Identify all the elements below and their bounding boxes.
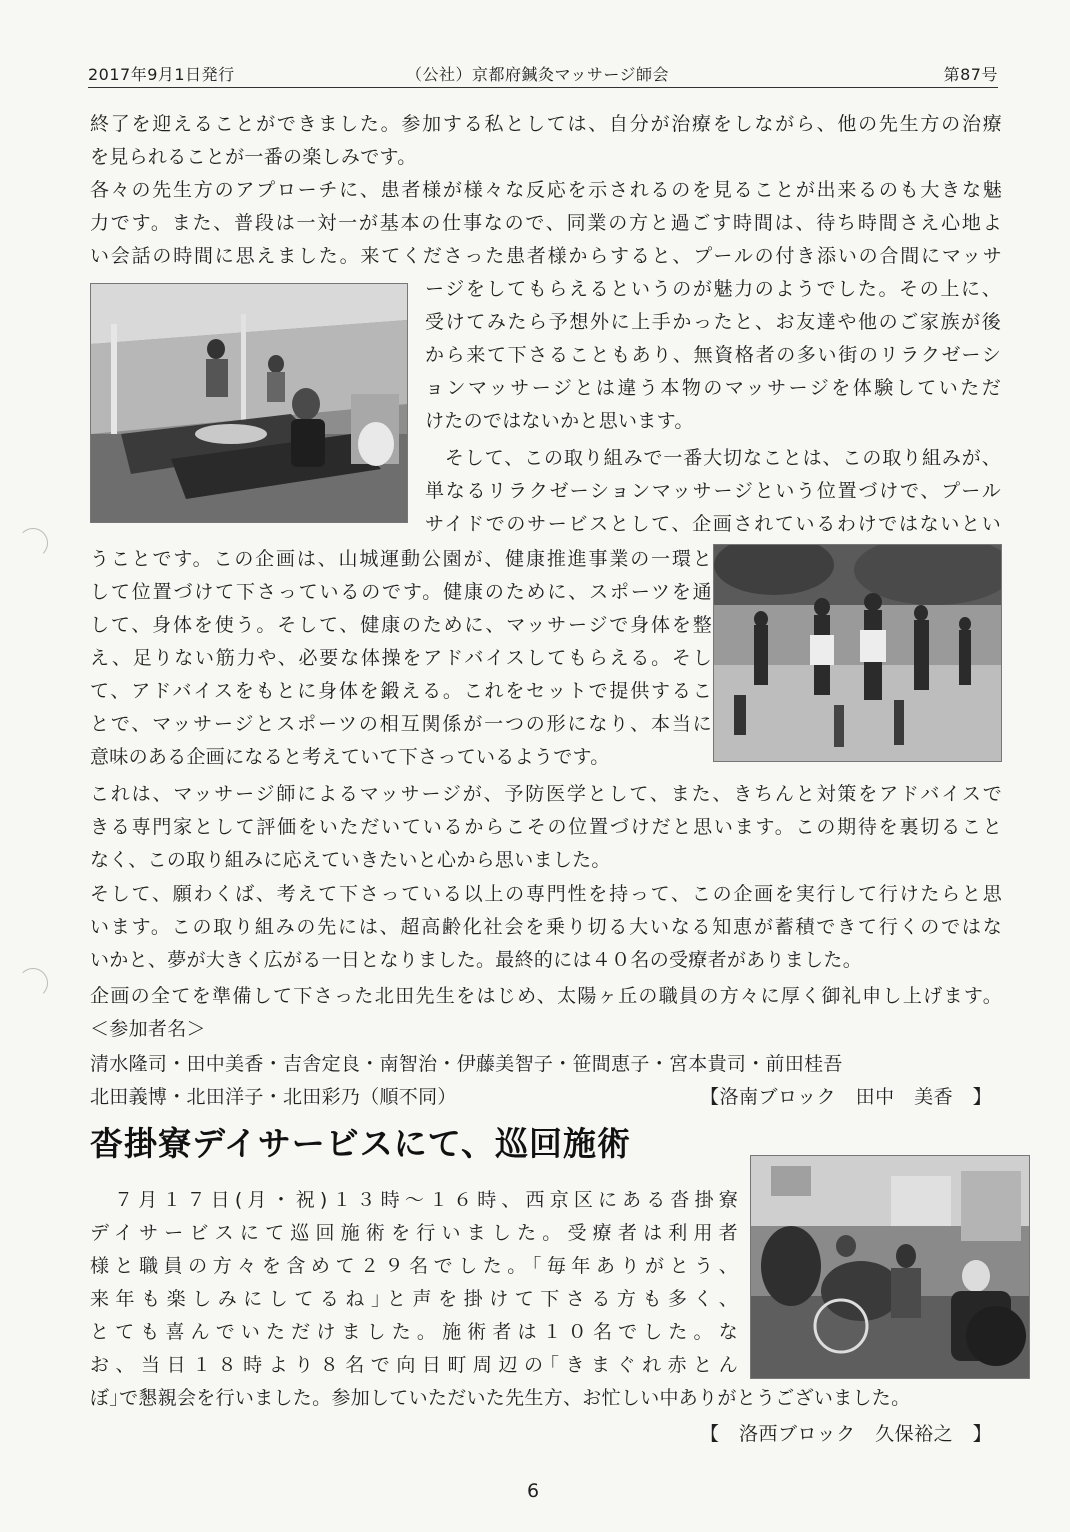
article1-line: います。この取り組みの先には、超高齢化社会を乗り切る大いなる知恵が蓄積できて行くのではな — [90, 916, 1002, 938]
article1-line: これは、マッサージ師によるマッサージが、予防医学として、また、きちんと対策をアドバイスで — [90, 783, 1002, 805]
article1-line: て、アドバイスをもとに身体を鍛える。これをセットで提供するこ — [90, 680, 712, 702]
article1-line: して、身体を使う。そして、健康のために、マッサージで身体を整 — [90, 614, 712, 636]
article1-line: え、足りない筋力や、必要な体操をアドバイスしてもらえる。そし — [90, 647, 712, 669]
photo-poolside-massage — [90, 283, 408, 523]
photo-park-crowd — [713, 544, 1002, 762]
participants-list: 北田義博・北田洋子・北田彩乃（順不同） — [90, 1086, 457, 1108]
article2-line: 様と職員の方々を含めて２９名でした。｢毎年ありがとう、 — [90, 1255, 738, 1277]
article1-line: 受けてみたら予想外に上手かったと、お友達や他のご家族が後 — [425, 311, 1001, 333]
punch-hole-mark — [18, 968, 48, 998]
article1-line: そして、願わくば、考えて下さっている以上の専門性を持って、この企画を実行して行けたらと思 — [90, 883, 1002, 905]
article1-line: 単なるリラクゼーションマッサージという位置づけで、プール — [425, 480, 1001, 502]
article1-line: 各々の先生方のアプローチに、患者様が様々な反応を示されるのを見ることが出来るのも大きな魅 — [90, 179, 1002, 201]
page-number: 6 — [527, 1480, 540, 1502]
article1-line: いかと、夢が大きく広がる一日となりました。最終的には４０名の受療者がありました。 — [90, 949, 863, 971]
article2-line: ぼ｣で懇親会を行いました。参加していただいた先生方、お忙しい中ありがとうございました。 — [90, 1387, 911, 1409]
article2-line: 来年も楽しみにしてるね｣と声を掛けて下さる方も多く、 — [90, 1288, 738, 1310]
participants-heading: ＜参加者名＞ — [90, 1018, 206, 1040]
article1-line: を見られることが一番の楽しみです。 — [90, 146, 417, 168]
article2-credit: 【 洛西ブロック 久保裕之 】 — [700, 1423, 993, 1445]
header-rule — [88, 87, 998, 88]
issue-date: 2017年9月1日発行 — [88, 65, 235, 84]
article1-line: から来て下さることもあり、無資格者の多い街のリラクゼーシ — [425, 344, 1001, 366]
article2-line: とても喜んでいただけました。施術者は１０名でした。な — [90, 1321, 738, 1343]
photo-day-service — [750, 1155, 1030, 1379]
article1-line: して位置づけて下さっているのです。健康のために、スポーツを通 — [90, 581, 712, 603]
article1-line: そして、この取り組みで一番大切なことは、この取り組みが、 — [425, 447, 1001, 469]
article1-line: うことです。この企画は、山城運動公園が、健康推進事業の一環と — [90, 548, 712, 570]
article1-line: 終了を迎えることができました。参加する私としては、自分が治療をしながら、他の先生方の治療 — [90, 113, 1002, 135]
article1-line: 企画の全てを準備して下さった北田先生をはじめ、太陽ヶ丘の職員の方々に厚く御礼申し上げます。 — [90, 985, 1002, 1007]
page-header — [88, 58, 998, 88]
article2-line: お、当日１８時より８名で向日町周辺の｢きまぐれ赤とん — [90, 1354, 738, 1376]
article1-line: サイドでのサービスとして、企画されているわけではないとい — [425, 513, 1001, 535]
article1-line: なく、この取り組みに応えていきたいと心から思いました。 — [90, 849, 611, 871]
article1-line: ージをしてもらえるというのが魅力のようでした。その上に、 — [425, 278, 1001, 300]
organization-name: （公社）京都府鍼灸マッサージ師会 — [406, 65, 670, 84]
article1-line: ョンマッサージとは違う本物のマッサージを体験していただ — [425, 377, 1001, 399]
issue-number: 第87号 — [943, 65, 998, 84]
article2-line: デイサービスにて巡回施術を行いました。受療者は利用者 — [90, 1222, 738, 1244]
article1-credit: 【洛南ブロック 田中 美香 】 — [700, 1086, 993, 1108]
participants-list: 清水隆司・田中美香・吉舎定良・南智治・伊藤美智子・笹間恵子・宮本貴司・前田桂吾 — [90, 1053, 843, 1075]
article1-line: 意味のある企画になると考えていて下さっているようです。 — [90, 746, 610, 768]
article1-line: とで、マッサージとスポーツの相互関係が一つの形になり、本当に — [90, 713, 712, 735]
article1-line: い会話の時間に思えました。来てくださった患者様からすると、プールの付き添いの合間にマッサ — [90, 245, 1002, 267]
article2-line: ７月１７日(月・祝)１３時～１６時、西京区にある沓掛寮 — [90, 1189, 738, 1211]
article1-line: 力です。また、普段は一対一が基本の仕事なので、同業の方と過ごす時間は、待ち時間さえ心地よ — [90, 212, 1002, 234]
article1-line: きる専門家として評価をいただいているからこその位置づけだと思います。この期待を裏切ること — [90, 816, 1002, 838]
article2-title: 沓掛寮デイサービスにて、巡回施術 — [90, 1124, 632, 1163]
article1-line: けたのではないかと思います。 — [425, 410, 694, 432]
punch-hole-mark — [18, 528, 48, 558]
